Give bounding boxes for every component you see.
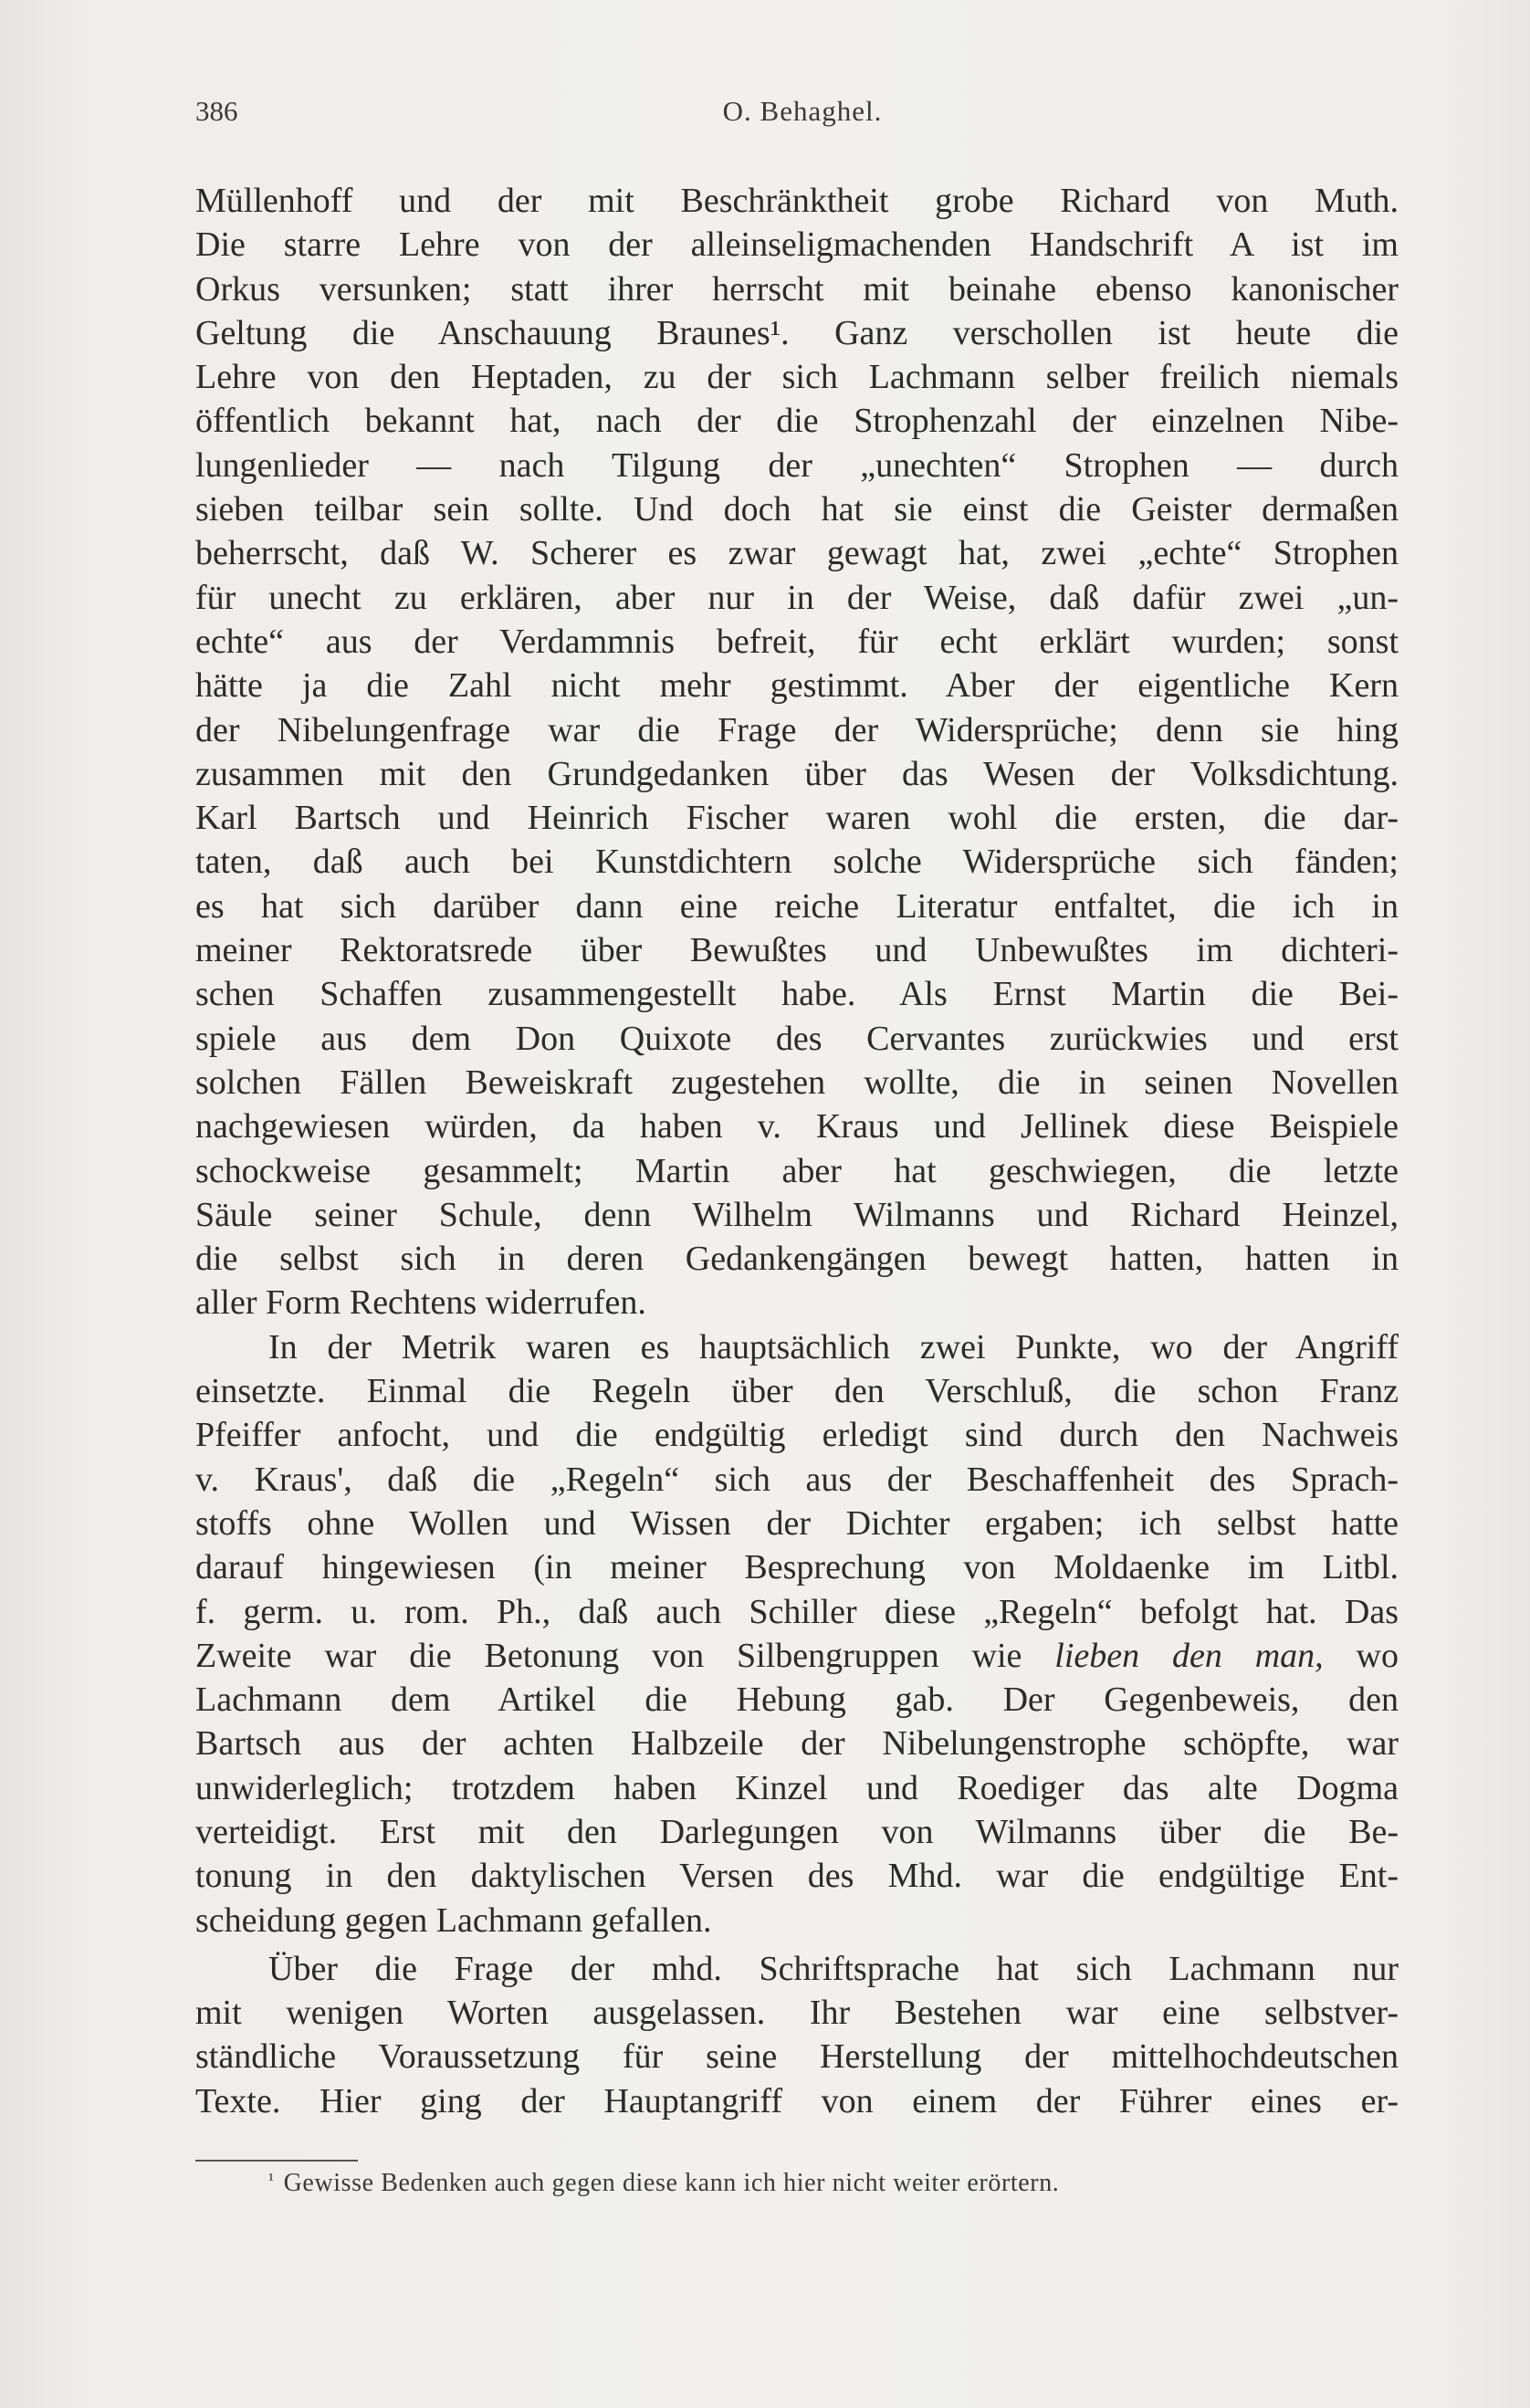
text-line: Lehre von den Heptaden, zu der sich Lachmann selber freilich niemals (195, 358, 1399, 397)
text-line: Texte. Hier ging der Hauptangriff von einem der Führer eines er- (195, 2081, 1399, 2120)
text-line: Karl Bartsch und Heinrich Fischer waren wohl die ersten, die dar- (195, 799, 1399, 838)
text-line: f. germ. u. rom. Ph., daß auch Schiller diese „Regeln“ befolgt hat. Das (195, 1592, 1399, 1631)
text-line: solchen Fällen Beweiskraft zugestehen wollte, die in seinen Novellen (195, 1063, 1399, 1102)
text-line: schen Schaffen zusammengestellt habe. Als Ernst Martin die Bei- (195, 975, 1399, 1014)
text-line: es hat sich darüber dann eine reiche Literatur entfaltet, die ich in (195, 886, 1399, 926)
text-line: unwiderleglich; trotzdem haben Kinzel und Roediger das alte Dogma (195, 1768, 1399, 1807)
text-line: scheidung gegen Lachmann gefallen. (195, 1900, 712, 1940)
footnote-mark: ¹ (268, 2170, 275, 2190)
text-line: Lachmann dem Artikel die Hebung gab. Der Gegenbeweis, den (195, 1680, 1399, 1720)
text-line: verteidigt. Erst mit den Darlegungen von Wilmanns über die Be- (195, 1812, 1399, 1851)
text-line: v. Kraus', daß die „Regeln“ sich aus der Beschaffenheit des Sprach- (195, 1460, 1399, 1499)
text-line: zusammen mit den Grundgedanken über das Wesen der Volksdichtung. (195, 754, 1399, 793)
text-line: nachgewiesen würden, da haben v. Kraus und Jellinek diese Beispiele (195, 1107, 1399, 1146)
text-line: aller Form Rechtens widerrufen. (195, 1283, 646, 1323)
body-text (195, 179, 1399, 2123)
footnote-text: Gewisse Bedenken auch gegen diese kann ich hier nicht weiter erörtern. (283, 2169, 1060, 2197)
text-line: stoffs ohne Wollen und Wissen der Dichter ergaben; ich selbst hatte (195, 1503, 1399, 1543)
text-line: lungenlieder — nach Tilgung der „unechten“ Strophen — durch (195, 445, 1399, 485)
line-lead: Zweite war die Betonung von Silbengruppen wie (195, 1636, 1055, 1675)
paragraph-2 (195, 1325, 1399, 1942)
text-line: einsetzte. Einmal die Regeln über den Verschluß, die schon Franz (195, 1372, 1399, 1411)
text-line: In der Metrik waren es hauptsächlich zwei Punkte, wo der Angriff (268, 1327, 1399, 1366)
running-head-author: O. Behaghel. (722, 95, 883, 127)
text-line: Säule seiner Schule, denn Wilhelm Wilmanns und Richard Heinzel, (195, 1195, 1399, 1234)
text-line: die selbst sich in deren Gedankengängen bewegt hatten, hatten in (195, 1240, 1399, 1279)
paragraph-3 (195, 1947, 1399, 2123)
text-line: echte“ aus der Verdammnis befreit, für echt erklärt wurden; sonst (195, 622, 1399, 661)
text-line: der Nibelungenfrage war die Frage der Widersprüche; denn sie hing (195, 710, 1399, 749)
italic-example-phrase: lieben den man, (1054, 1636, 1324, 1675)
line-tail: wo (1323, 1636, 1399, 1675)
text-line-with-italic (195, 1634, 1399, 1678)
text-line: meiner Rektoratsrede über Bewußtes und Unbewußtes im dichteri- (195, 931, 1399, 970)
footnote (268, 2162, 1409, 2202)
running-head (195, 95, 1409, 141)
text-line: Müllenhoff und der mit Beschränktheit grobe Richard von Muth. (195, 182, 1399, 220)
text-line: spiele aus dem Don Quixote des Cervantes zurückwies und erst (195, 1019, 1399, 1058)
text-line: Über die Frage der mhd. Schriftsprache hat sich Lachmann nur (268, 1949, 1399, 1988)
text-line: Orkus versunken; statt ihrer herrscht mit beinahe ebenso kanonischer (195, 269, 1399, 309)
text-line: Pfeiffer anfocht, und die endgültig erledigt sind durch den Nachweis (195, 1416, 1399, 1455)
paragraph-1 (195, 179, 1399, 1325)
text-line: Geltung die Anschauung Braunes¹. Ganz verschollen ist heute die (195, 313, 1399, 352)
text-line: beherrscht, daß W. Scherer es zwar gewagt hat, zwei „echte“ Strophen (195, 534, 1399, 573)
text-line: schockweise gesammelt; Martin aber hat geschwiegen, die letzte (195, 1151, 1399, 1190)
text-line: für unecht zu erklären, aber nur in der Weise, daß dafür zwei „un- (195, 578, 1399, 617)
text-line: öffentlich bekannt hat, nach der die Strophenzahl der einzelnen Nibe- (195, 402, 1399, 441)
page-number: 386 (195, 95, 238, 127)
text-line: Die starre Lehre von der alleinseligmachenden Handschrift A ist im (195, 225, 1399, 265)
text-line: ständliche Voraussetzung für seine Herstellung der mittelhochdeutschen (195, 2037, 1399, 2077)
text-line: hätte ja die Zahl nicht mehr gestimmt. Aber der eigentliche Kern (195, 666, 1399, 706)
text-line: Bartsch aus der achten Halbzeile der Nibelungenstrophe schöpfte, war (195, 1724, 1399, 1764)
text-line: mit wenigen Worten ausgelassen. Ihr Bestehen war eine selbstver- (195, 1994, 1399, 2033)
text-line: darauf hingewiesen (in meiner Besprechung von Moldaenke im Litbl. (195, 1548, 1399, 1587)
text-line: taten, daß auch bei Kunstdichtern solche Widersprüche sich fänden; (195, 843, 1399, 882)
text-line: sieben teilbar sein sollte. Und doch hat sie einst die Geister dermaßen (195, 490, 1399, 529)
text-line: tonung in den daktylischen Versen des Mhd. war die endgültige Ent- (195, 1857, 1399, 1896)
